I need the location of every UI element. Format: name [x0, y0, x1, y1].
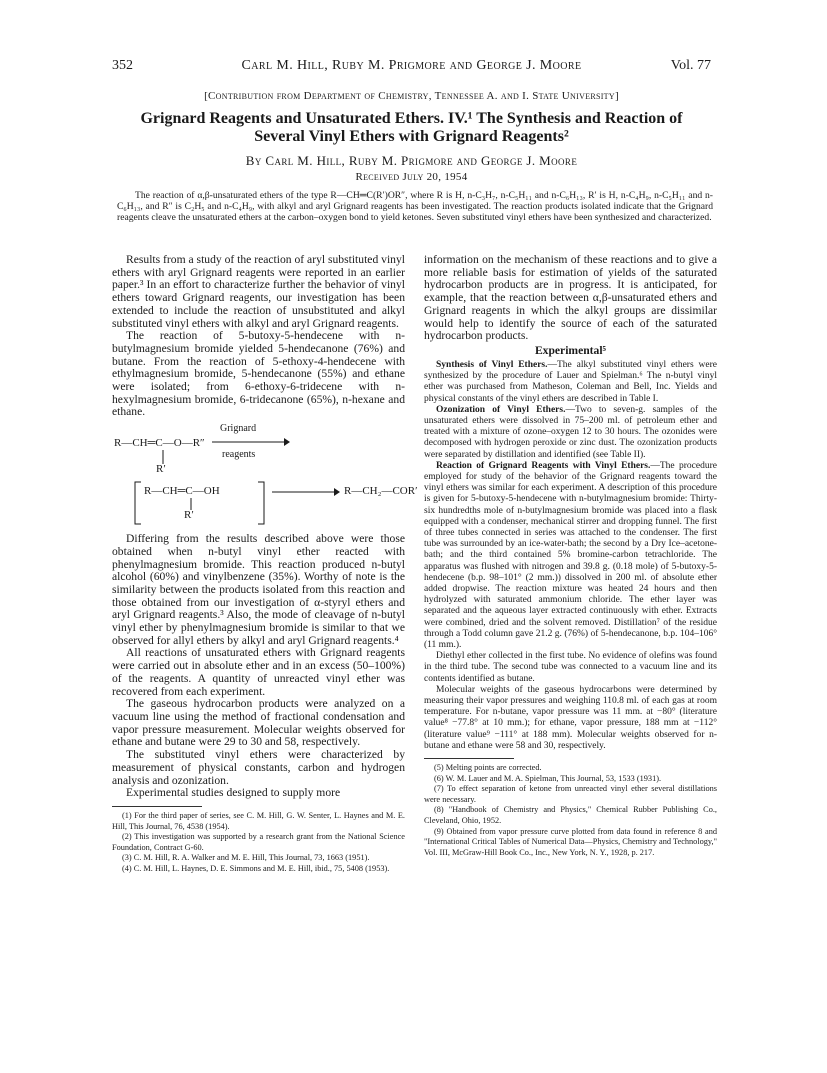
bond-line-icon	[160, 450, 166, 464]
paragraph: Diethyl ether collected in the first tube. No evidence of olefins was found in the third tube. The second tube was connected to a vacuum line and its contents identified as butane.	[424, 651, 717, 684]
footnote-divider	[112, 806, 202, 807]
paragraph	[424, 405, 717, 461]
footnote: (9) Obtained from vapor pressure curve plotted from data found in reference 8 and "International Critical Tables of Numerical Data—Physics, Chemistry and Technology," Vol. III, McGraw-Hill Book Co., Inc., New York, N. Y., 1928, p. 217.	[424, 826, 717, 857]
paragraph	[424, 360, 717, 405]
intermediate-formula: R—CH═C—OH	[144, 485, 220, 498]
article-title	[112, 110, 711, 146]
paragraph-text: —The procedure employed for study of the behavior of the Grignard reagents toward the vinyl ethers was similar for each experiment. A description of this procedure is given for 5-butoxy-5-hendecene with n-butylmagnesium bromide: Thirty-six hundredths mole of n-butylmagnesium bromide was placed into a flask equipped with a condenser, mechanical stirrer and dropping funnel. The first of three tubes connected in series was attached to the condenser. The first tube was surrounded by an ice-water-bath; the second by a Dry Ice–acetone-bath; and the third contained 5% bromine-carbon tetrachloride. The apparatus was flushed with nitrogen and 39.8 g. (0.18 mole) of 5-butoxy-5-hendecene (b.p. 98–101° (2 mm.)) dissolved in 200 ml. of absolute ether added dropwise. The reaction mixture was heated 24 hours and then hydrolyzed with saturated ammonium chloride. The ether layer was separated and the aqueous layer extracted continuously with ether. Extracts were combined, dried and the solvent removed. Distillation⁷ of the residue through a Todd column gave 21.2 g. (76%) of 5-hendecanone, b.p. 104–106° (11 mm.).	[424, 460, 717, 650]
footnote: (2) This investigation was supported by a research grant from the National Science Foundation, Contract G-60.	[112, 832, 405, 852]
run-in-heading: Reaction of Grignard Reagents with Vinyl Ethers.	[436, 460, 651, 471]
footnote-divider	[424, 758, 514, 759]
footnote: (1) For the third paper of series, see C. M. Hill, G. W. Senter, L. Haynes and M. E. Hill, This Journal, 76, 4538 (1954).	[112, 810, 405, 831]
reaction-arrow-icon	[212, 437, 290, 447]
page-number: 352	[112, 58, 133, 73]
running-authors: Carl M. Hill, Ruby M. Prigmore and George J. Moore	[241, 58, 582, 73]
reaction-scheme	[112, 421, 418, 529]
section-heading: Experimental⁵	[534, 343, 607, 357]
paragraph: All reactions of unsaturated ethers with Grignard reagents were carried out in absolute ether and in an excess (50–100%) of the reagents. A quantity of unreacted vinyl ether was recovered from each experiment.	[112, 646, 405, 698]
footnote: (3) C. M. Hill, R. A. Walker and M. E. Hill, This Journal, 73, 1663 (1951).	[122, 853, 370, 863]
product-formula: R—CH₂—COR′	[344, 485, 418, 498]
abstract: The reaction of α,β-unsaturated ethers of the type R—CH═C(R′)OR″, where R is H, n-C₃H₇, n-C₅H₁₁ and n-C₆H₁₃, R′ is H, n-C₄H₉, n-C₅H₁₁ and n-C₆H₁₃, and R″ is C₂H₅ and n-C₄H₉, with alkyl and aryl Grignard reagents has been investigated. The reaction products isolated indicate that the Grignard reagents cleave the unsaturated ethers at the carbon–oxygen bond to yield ketones. Seven substituted vinyl ethers have been synthesized and characterized.	[117, 190, 713, 224]
left-column	[112, 253, 418, 874]
footnote: (5) Melting points are corrected.	[434, 763, 542, 773]
reactant-formula: R—CH═C—O—R″	[114, 437, 205, 450]
paragraph: The gaseous hydrocarbon products were analyzed on a vacuum line using the method of fractional condensation and vapor pressure measurement. Molecular weights observed for ethane and butane were 29 to 30 and 58, respectively.	[112, 697, 405, 749]
paragraph: Results from a study of the reaction of aryl substituted vinyl ethers with aryl Grignard reagents were reported in an earlier paper.³ In an effort to characterize further the behavior of vinyl ethers toward Grignard reagents, our investigation has been extended to include the reaction of unsubstituted and alkyl substituted vinyl ethers with alkyl and aryl Grignard reagents.	[112, 253, 405, 330]
paragraph: Differing from the results described above were those obtained when n-butyl vinyl ether reacted with phenylmagnesium bromide. This reaction produced n-butyl alcohol (60%) and vinylbenzene (35%). Worthy of note is the similarity between the products isolated from this reaction and those obtained from our investigation of α-styryl ethers and aryl Grignard reagents.³ Also, the mode of cleavage of n-butyl vinyl ether by phenylmagnesium bromide is similar to that we observed for allyl ethers by alkyl and aryl Grignard reagents.⁴	[112, 532, 405, 647]
title-line-1: Grignard Reagents and Unsaturated Ethers. IV.¹ The Synthesis and Reaction of	[140, 110, 683, 127]
paragraph	[424, 461, 717, 651]
run-in-heading: Synthesis of Vinyl Ethers.	[436, 359, 548, 370]
substituent-label: R′	[156, 463, 166, 476]
volume-label: Vol. 77	[670, 58, 711, 73]
paragraph: The substituted vinyl ethers were characterized by measurement of physical constants, carbon and hydrogen analysis and ozonization.	[112, 748, 405, 787]
paragraph-text: —Two to seven-g. samples of the unsaturated ethers were dissolved in 75–200 ml. of petroleum ether and treated with a mixture of ozone–oxygen 12 to 30 hours. The ozonides were decomposed with hydrogen peroxide or zinc dust. The ozonization products were separated by distillation and identified (see Table II).	[424, 404, 717, 460]
received-date: Received July 20, 1954	[355, 171, 468, 183]
footnote: (7) To effect separation of ketone from unreacted vinyl ether several distillations were necessary.	[424, 784, 717, 804]
paragraph: Experimental studies designed to supply more	[126, 786, 341, 800]
paragraph: information on the mechanism of these reactions and to give a more reliable basis for estimation of yields of the saturated hydrocarbon products are in progress. It is anticipated, for example, that the reaction between α,β-unsaturated ethers and Grignard reagents in which the alkyl groups are dissimilar would help to identify the source of each of the saturated hydrocarbon products.	[424, 253, 717, 343]
footnote: (4) C. M. Hill, L. Haynes, D. E. Simmons and M. E. Hill, ibid., 75, 5408 (1953).	[122, 863, 390, 873]
paragraph-text: —The alkyl substituted vinyl ethers were synthesized by the procedure of Lauer and Spielman.⁶ The n-butyl vinyl ether was purchased from Matheson, Coleman and Bell, Inc. Yields and physical constants of the vinyl ethers are described in Table I.	[424, 359, 717, 404]
paragraph: Molecular weights of the gaseous hydrocarbons were determined by measuring their vapor pressures and weighing 110.8 ml. of each gas at room temperature. For n-butane, vapor pressure was 11 mm. at −80° (literature value⁸ −77.8° at 10 mm.); for ethane, vapor pressure, 188 mm at −112° (literature value⁹ −111° at 188 mm). Molecular weights observed for n-butane and ethane were 58 and 30, respectively.	[424, 684, 717, 751]
reaction-arrow-icon	[272, 487, 340, 497]
running-header	[112, 58, 711, 76]
footnote: (8) "Handbook of Chemistry and Physics," Chemical Rubber Publishing Co., Cleveland, Ohio, 1952.	[424, 805, 717, 825]
byline: By Carl M. Hill, Ruby M. Prigmore and George J. Moore	[245, 153, 578, 168]
arrow-label-below: reagents	[222, 449, 256, 461]
run-in-heading: Ozonization of Vinyl Ethers.	[436, 404, 566, 415]
footnote: (6) W. M. Lauer and M. A. Spielman, This Journal, 53, 1533 (1931).	[434, 773, 662, 783]
substituent-label: R′	[184, 509, 194, 522]
left-bracket-icon	[134, 481, 142, 525]
title-line-2: Several Vinyl Ethers with Grignard Reagents²	[254, 128, 569, 145]
contribution-line: [Contribution from Department of Chemistry, Tennessee A. and I. State University]	[204, 90, 619, 102]
arrow-label-above: Grignard	[220, 423, 257, 435]
right-column	[424, 254, 717, 858]
right-bracket-icon	[257, 481, 265, 525]
paragraph: The reaction of 5-butoxy-5-hendecene with n-butylmagnesium bromide yielded 5-hendecanone (76%) and butane. From the reaction of 5-ethoxy-4-hendecene with ethylmagnesium bromide, 5-hendecanone (55%) and ethane were isolated; from 6-ethoxy-6-tridecene with n-hexylmagnesium bromide, 6-tridecanone (65%), n-hexane and ethane.	[112, 329, 405, 419]
